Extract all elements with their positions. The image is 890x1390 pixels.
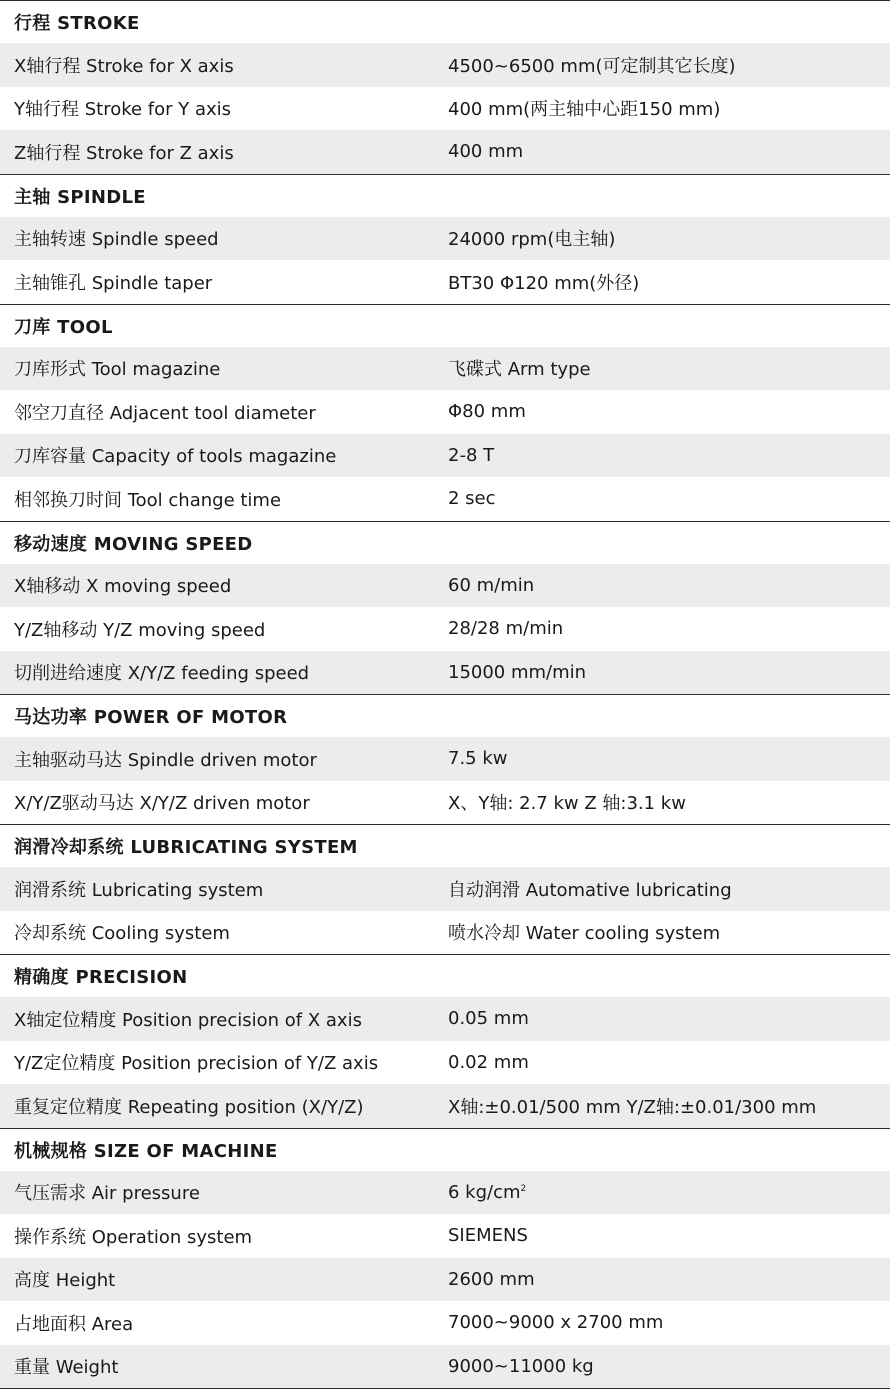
spec-label: Y/Z定位精度 Position precision of Y/Z axis — [14, 1053, 379, 1075]
spec-label: 主轴转速 Spindle speed — [14, 229, 219, 251]
spec-label: X轴移动 X moving speed — [14, 576, 232, 598]
spec-value-text: 24000 rpm(电主轴) — [448, 229, 616, 251]
spec-value — [434, 618, 890, 639]
spec-section — [0, 1128, 890, 1389]
spec-row — [0, 1345, 890, 1389]
spec-row — [0, 87, 890, 131]
spec-value — [434, 1008, 890, 1029]
spec-value — [434, 1269, 890, 1290]
spec-section — [0, 824, 890, 954]
spec-section — [0, 694, 890, 824]
spec-value-text: X轴:±0.01/500 mm Y/Z轴:±0.01/300 mm — [448, 1096, 817, 1118]
spec-value — [434, 789, 890, 815]
spec-value-text: 2600 mm — [448, 1268, 535, 1290]
spec-label: X/Y/Z驱动马达 X/Y/Z driven motor — [14, 793, 310, 815]
section-title: 刀库 TOOL — [0, 305, 890, 347]
spec-value — [434, 488, 890, 509]
spec-value — [434, 269, 890, 295]
spec-value — [434, 1225, 890, 1246]
spec-value — [434, 662, 890, 683]
spec-value-text: X、Y轴: 2.7 kw Z 轴:3.1 kw — [448, 793, 686, 815]
spec-value-text: 28/28 m/min — [448, 618, 564, 640]
spec-value-text: 0.05 mm — [448, 1008, 529, 1030]
spec-value — [434, 1182, 890, 1203]
spec-value — [434, 95, 890, 121]
spec-row — [0, 1084, 890, 1128]
spec-label: 刀库形式 Tool magazine — [14, 359, 221, 381]
spec-section — [0, 174, 890, 304]
spec-label: 切削进给速度 X/Y/Z feeding speed — [14, 663, 310, 685]
section-title: 移动速度 MOVING SPEED — [0, 522, 890, 564]
spec-value-text: BT30 Φ120 mm(外径) — [448, 272, 640, 294]
spec-row — [0, 737, 890, 781]
spec-section — [0, 304, 890, 521]
section-title: 机械规格 SIZE OF MACHINE — [0, 1129, 890, 1171]
section-title: 主轴 SPINDLE — [0, 175, 890, 217]
spec-value-text: 6 kg/cm — [448, 1181, 521, 1203]
spec-value-text: 7000~9000 x 2700 mm — [448, 1312, 664, 1334]
spec-row — [0, 867, 890, 911]
spec-value — [434, 225, 890, 251]
spec-row — [0, 564, 890, 608]
spec-row — [0, 1258, 890, 1302]
spec-row — [0, 651, 890, 695]
spec-row — [0, 997, 890, 1041]
spec-value — [434, 445, 890, 466]
spec-label: 冷却系统 Cooling system — [14, 923, 230, 945]
spec-value-text: 7.5 kw — [448, 748, 508, 770]
spec-value-text: 自动润滑 Automative lubricating — [448, 879, 732, 901]
section-title: 行程 STROKE — [0, 1, 890, 43]
spec-label: Y轴行程 Stroke for Y axis — [14, 99, 232, 121]
spec-value-text: 60 m/min — [448, 574, 535, 596]
spec-value-text: 2-8 T — [448, 444, 495, 466]
spec-value — [434, 1093, 890, 1119]
spec-label: 重量 Weight — [14, 1357, 119, 1379]
spec-value-text: SIEMENS — [448, 1225, 528, 1247]
spec-value-text: 2 sec — [448, 488, 496, 510]
spec-label: 润滑系统 Lubricating system — [14, 879, 264, 901]
spec-row — [0, 1171, 890, 1215]
spec-row — [0, 911, 890, 955]
spec-value-text: 9000~11000 kg — [448, 1355, 594, 1377]
spec-row — [0, 390, 890, 434]
spec-label: Z轴行程 Stroke for Z axis — [14, 142, 234, 164]
spec-label: 占地面积 Area — [14, 1313, 134, 1335]
spec-row — [0, 434, 890, 478]
spec-row — [0, 1041, 890, 1085]
spec-value-text: 15000 mm/min — [448, 661, 587, 683]
spec-row — [0, 1214, 890, 1258]
spec-row — [0, 260, 890, 304]
spec-label: 主轴锥孔 Spindle taper — [14, 272, 213, 294]
spec-row — [0, 43, 890, 87]
spec-label: X轴行程 Stroke for X axis — [14, 55, 234, 77]
spec-value — [434, 919, 890, 945]
spec-row — [0, 781, 890, 825]
spec-value-text: 400 mm — [448, 141, 524, 163]
section-title: 润滑冷却系统 LUBRICATING SYSTEM — [0, 825, 890, 867]
spec-row — [0, 1301, 890, 1345]
spec-label: 高度 Height — [14, 1270, 116, 1292]
spec-label: 气压需求 Air pressure — [14, 1183, 200, 1205]
section-title: 精确度 PRECISION — [0, 955, 890, 997]
spec-value-text: 喷水冷却 Water cooling system — [448, 923, 721, 945]
spec-label: 相邻换刀时间 Tool change time — [14, 489, 282, 511]
spec-value-superscript: 2 — [520, 1183, 527, 1194]
spec-value — [434, 1052, 890, 1073]
spec-label: 主轴驱动马达 Spindle driven motor — [14, 749, 317, 771]
table-bottom-border — [0, 1388, 890, 1389]
spec-value — [434, 575, 890, 596]
spec-value-text: 0.02 mm — [448, 1051, 529, 1073]
spec-value — [434, 355, 890, 381]
spec-label: 邻空刀直径 Adjacent tool diameter — [14, 402, 316, 424]
spec-value — [434, 748, 890, 769]
spec-row — [0, 477, 890, 521]
spec-row — [0, 607, 890, 651]
spec-value — [434, 401, 890, 422]
spec-row — [0, 130, 890, 174]
spec-section — [0, 0, 890, 174]
spec-value-text: 400 mm(两主轴中心距150 mm) — [448, 99, 721, 121]
spec-label: 重复定位精度 Repeating position (X/Y/Z) — [14, 1096, 364, 1118]
spec-value-text: Φ80 mm — [448, 401, 526, 423]
spec-value — [434, 141, 890, 162]
spec-value — [434, 1356, 890, 1377]
section-title: 马达功率 POWER OF MOTOR — [0, 695, 890, 737]
spec-label: Y/Z轴移动 Y/Z moving speed — [14, 619, 266, 641]
spec-section — [0, 521, 890, 695]
spec-row — [0, 347, 890, 391]
spec-section — [0, 954, 890, 1128]
spec-row — [0, 217, 890, 261]
spec-label: X轴定位精度 Position precision of X axis — [14, 1009, 362, 1031]
spec-value — [434, 1312, 890, 1333]
spec-value-text: 4500~6500 mm(可定制其它长度) — [448, 55, 736, 77]
spec-value — [434, 876, 890, 902]
spec-value — [434, 52, 890, 78]
spec-label: 操作系统 Operation system — [14, 1226, 253, 1248]
spec-value-text: 飞碟式 Arm type — [448, 359, 591, 381]
spec-label: 刀库容量 Capacity of tools magazine — [14, 446, 337, 468]
